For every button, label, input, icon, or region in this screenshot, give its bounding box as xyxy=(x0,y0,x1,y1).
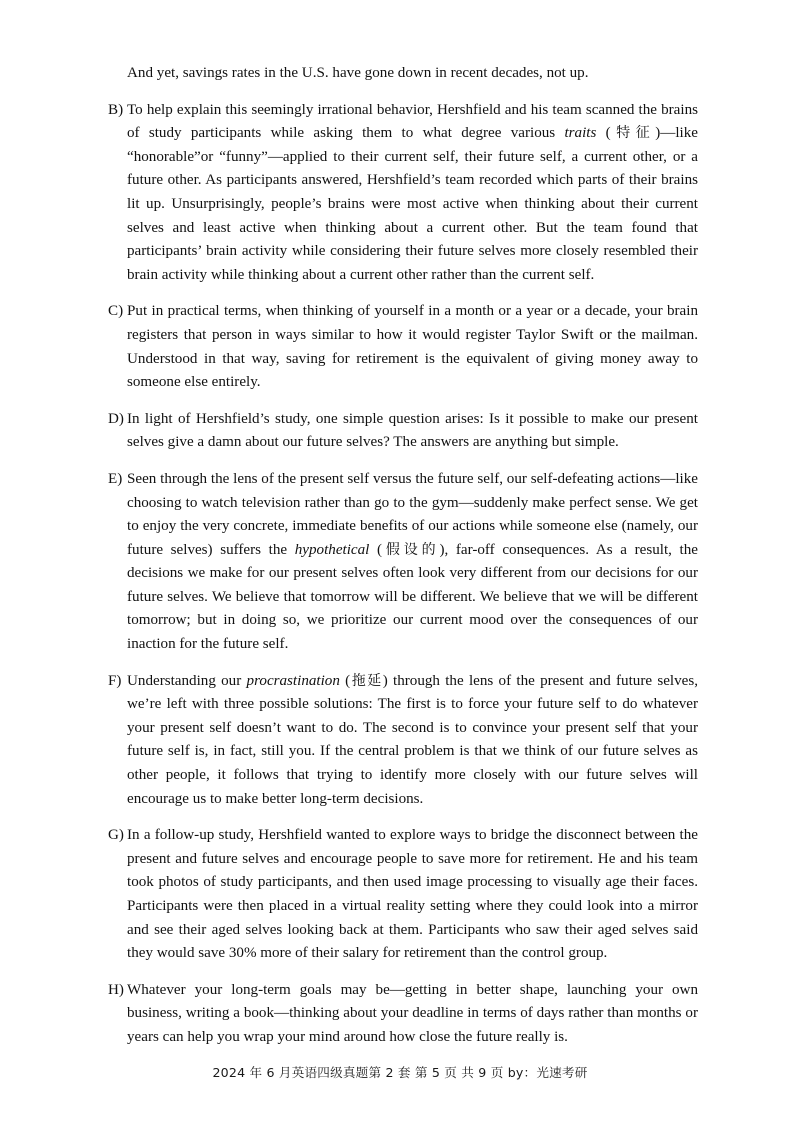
passage-paragraph xyxy=(108,62,698,86)
paragraph-text xyxy=(127,300,698,394)
text-run: Put in practical terms, when thinking of yourself in a month or a year or a decade, your brain registers that person in ways similar to how it would register Taylor Swift or the mailman. Understood in that way, saving for retirement is the equivalent of giving money away to someone else entirely. xyxy=(127,303,698,391)
paragraph-text xyxy=(127,979,698,1050)
text-run: ), far-off consequences. As a result, the decisions we make for our present selves often look very different from our decisions for our future selves. We believe that tomorrow will be different. We believe that we will be different tomorrow; but in doing so, we prioritize our current mood over the consequences of our inaction for the future self. xyxy=(127,541,698,653)
text-run: Whatever your long-term goals may be—getting in better shape, launching your own business, writing a book—thinking about your deadline in terms of days rather than months or years can help you wrap your mind around how close the future really is. xyxy=(127,981,698,1045)
paragraph-label: D) xyxy=(108,410,124,427)
text-run: ( xyxy=(596,125,611,142)
text-run: )—like “honorable”or “funny”—applied to their current self, their future self, a current other, or a future other. As participants answered, Hershfield’s team recorded which parts of their brains lit up. Unsurprisingly, people’s brains were most active when thinking about their current selves and least active when thinking about a current other. But the team found that participants’ brain activity while considering their future selves more closely resembled their brain activity while thinking about a current other rather than the current self. xyxy=(127,125,698,283)
paragraph-label: H) xyxy=(108,981,124,998)
paragraph-text xyxy=(127,408,698,455)
paragraph-label: C) xyxy=(108,303,124,320)
paragraph-label: E) xyxy=(108,470,123,487)
passage-paragraph xyxy=(108,468,698,657)
vocabulary-term: traits xyxy=(564,125,597,142)
text-run: And yet, savings rates in the U.S. have gone down in recent decades, not up. xyxy=(127,65,589,81)
paragraph-text xyxy=(127,670,698,812)
text-run: ( xyxy=(369,541,383,558)
paragraph-text xyxy=(127,62,698,86)
paragraph-label: F) xyxy=(108,672,122,689)
paragraph-label: B) xyxy=(108,101,124,118)
vocabulary-term: procrastination xyxy=(246,672,340,689)
chinese-gloss: 拖延 xyxy=(350,672,383,689)
chinese-gloss: 假设的 xyxy=(382,541,440,558)
page-footer: 2024 年 6 月英语四级真题第 2 套 第 5 页 共 9 页 by：光速考研 xyxy=(212,1065,588,1080)
passage-paragraph xyxy=(108,824,698,966)
passage-paragraph xyxy=(108,979,698,1050)
passage-paragraph xyxy=(108,300,698,394)
passage-paragraph xyxy=(108,670,698,812)
text-run: ) through the lens of the present and future selves, we’re left with three possible solutions: The first is to force your future self to do whatever your present self doesn’t want to do. The second is to convince your present self that your future self is, in fact, still you. If the central problem is that we think of our future selves as other people, it follows that trying to identify more closely with our future selves will encourage us to make better long-term decisions. xyxy=(127,672,698,807)
text-run: ( xyxy=(339,672,351,689)
passage-content xyxy=(108,62,698,1050)
paragraph-text xyxy=(127,99,698,288)
text-run: To help explain this seemingly irrational behavior, Hershfield and his team scanned the brains of study participants while asking them to what degree various xyxy=(127,101,698,142)
passage-paragraph xyxy=(108,99,698,288)
text-run: In a follow-up study, Hershfield wanted to explore ways to bridge the disconnect between the present and future selves and encourage people to save more for retirement. He and his team took photos of study participants, and then used image processing to visually age their faces. Participants were then placed in a virtual reality setting where they could look into a mirror and see their aged selves looking back at them. Participants who saw their aged selves said they would save 30% more of their salary for retirement than the control group. xyxy=(127,827,698,962)
vocabulary-term: hypothetical xyxy=(294,541,370,558)
chinese-gloss: 特征 xyxy=(610,125,656,142)
paragraph-label: G) xyxy=(108,827,124,844)
paragraph-text xyxy=(127,824,698,966)
paragraph-text xyxy=(127,468,698,657)
text-run: Understanding our xyxy=(127,672,247,689)
passage-paragraph xyxy=(108,408,698,455)
text-run: Seen through the lens of the present self versus the future self, our self-defeating actions—like choosing to watch television rather than go to the gym—suddenly make perfect sense. We get to enjoy the very concrete, immediate benefits of our actions while someone else (namely, our future selves) suffers the xyxy=(127,470,698,558)
text-run: In light of Hershfield’s study, one simple question arises: Is it possible to make our present selves give a damn about our future selves? The answers are anything but simple. xyxy=(127,410,698,451)
